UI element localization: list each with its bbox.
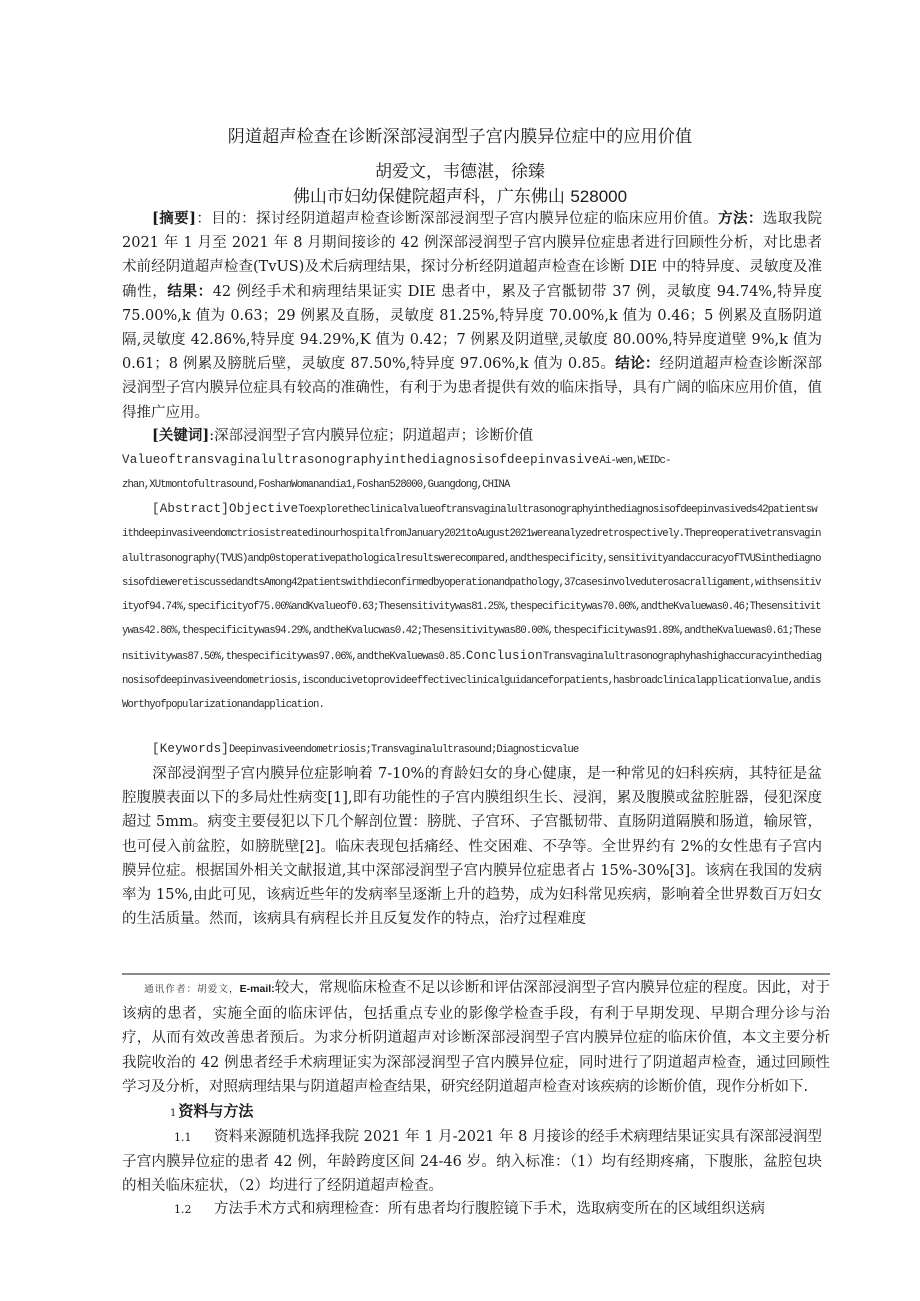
keywords-en-label: [Keywords] [152, 742, 230, 756]
affiliation-text: 佛山市妇幼保健院超声科，广东佛山 [292, 187, 565, 207]
english-title-authors: Ai-wen,WEIDc- [599, 455, 671, 467]
author-list: 胡爱文，韦德湛，徐臻 [375, 162, 545, 182]
email-label: E-mail [239, 983, 272, 995]
continuation-text: 较大，常规临床检查不足以诊断和评估深部浸润型子宫内膜异位症的程度。因此，对于该病的患者，实施全面的临床评估，包括重点专业的影像学检查手段，有利于早期发现、早期合理分诊与治疗，从而有效改善患者预后。为求分析阴道超声对诊断深部浸润型子宫内膜异位症的临床价值，本文主要分析我院收治的 42 例患者经手术病理证实为深部浸润型子宫内膜异位症，同时进行了阴道超声检查，通过回顾性学习及分析，对照病理结果与阴道超声检查结果，研究经阴道超声检查对该疾病的诊断价值，现作分析如下. [122, 980, 830, 1095]
objective-label: 目的： [211, 211, 256, 227]
english-affiliation: zhan,XUtmontofultrasound,FoshanWomanandia1,Foshan528000,Guangdong,CHINA [122, 479, 510, 492]
intro-text: 深部浸润型子宫内膜异位症影响着 7-10%的育龄妇女的身心健康，是一种常见的妇科疾病，其特征是盆腔腹膜表面以下的多局灶性病变[1],即有功能性的子宫内膜组织生长、浸润，累及腹膜或盆腔脏器，侵犯深度超过 5mm。病变主要侵犯以下几个解剖位置：膀胱、子宫环、子宫骶韧带、直肠阴道隔膜和肠道，输尿管，也可侵入前盆腔，如膀胱壁[2]。临床表现包括痛经、性交困难、不孕等。全世界约有 2%的女性患有子宫内膜异位症。根据国外相关文献报道,其中深部浸润型子宫内膜异位症患者占 15%-30%[3]。该病在我国的发病率为 15%,由此可见，该病近些年的发病率呈逐渐上升的趋势，成为妇科常见疾病，影响着全世界数百万妇女的生活质量。然而，该病具有病程长并且反复发作的特点，治疗过程难度 [122, 766, 822, 928]
subsection-text: 资料来源随机选择我院 2021 年 1 月-2021 年 8 月接诊的经手术病理结果证实具有深部浸润型子宫内膜异位症的患者 42 例，年龄跨度区间 24-46 岁。纳入标准：（1）均有经期疼痛，下腹胀，盆腔包块的相关临床症状，（2）均进行了经阴道超声检查。 [122, 1129, 822, 1195]
subsection-text: 方法手术方式和病理检查：所有患者均行腹腔镜下手术，选取病变所在的区域组织送病 [214, 1201, 765, 1217]
intro-paragraph [122, 762, 822, 931]
section-number: 1 [170, 1108, 177, 1119]
subsection-1-1 [122, 1125, 822, 1199]
section-title: 资料与方法 [178, 1102, 254, 1120]
method-label: 方法： [718, 210, 763, 227]
footnote-continuation: 通讯作者：胡爱文，E-mail:较大，常规临床检查不足以诊断和评估深部浸润型子宫内膜异位症的程度。因此，对于该病的患者，实施全面的临床评估，包括重点专业的影像学检查手段，有利于早期发现、早期合理分诊与治疗，从而有效改善患者预后。为求分析阴道超声对诊断深部浸润型子宫内膜异位症的临床价值，本文主要分析我院收治的 42 例患者经手术病理证实为深部浸润型子宫内膜异位症，同时进行了阴道超声检查，通过回顾性学习及分析，对照病理结果与阴道超声检查结果，研究经阴道超声检查对该疾病的诊断价值，现作分析如下. [122, 980, 830, 1095]
english-keywords [122, 737, 822, 762]
postcode: 528000 [570, 187, 628, 206]
subsection-1-2 [122, 1197, 822, 1222]
objective-en-label: Objective [229, 502, 299, 516]
method-text: 选取我院 2021 年 1 月至 2021 年 8 月期间接诊的 42 例深部浸润型子宫内膜异位症患者进行回顾性分析，对比患者术前经阴道超声检查(TvUS)及术后病理结果，探讨分析经阴道超声检查在诊断 DIE 中的特异度、灵敏度及准确性， [122, 211, 823, 300]
subsection-number: 1.1 [174, 1131, 192, 1144]
result-label: 结果： [167, 282, 213, 300]
subsection-number: 1.2 [174, 1203, 192, 1216]
english-title [122, 448, 822, 498]
conclusion-text: 经阴道超声检查诊断深部浸润型子宫内膜异位症具有较高的准确性，有利于为患者提供有效的临床指导，具有广阔的临床应用价值，值得推广应用。 [122, 356, 823, 421]
chinese-keywords [122, 424, 533, 445]
chinese-abstract: [摘要]：目的：探讨经阴道超声检查诊断深部浸润型子宫内膜异位症的临床应用价值。方法：选取我院 2021 年 1 月至 2021 年 8 月期间接诊的 42 例深部浸润型子宫内膜异位症患者进行回顾性分析，对比患者术前经阴道超声检查(TvUS)及术后病理结果，探讨分析经阴道超声检查在诊断 DIE 中的特异度、灵敏度及准确性，结果：42 例经手术和病理结果证实 DIE 患者中，累及子宫骶韧带 37 例，灵敏度 94.74%,特异度 75.00%,k 值为 0.63；29 例累及直肠，灵敏度 81.25%,特异度 70.00%,k 值为 0.46；5 例累及直肠阴道隔,灵敏度 42.86%,特异度 94.29%,K 值为 0.42；7 例累及阴道壁,灵敏度 80.00%,特异度道壁 9%,k 值为 0.61；8 例累及膀胱后壁，灵敏度 87.50%,特异度 97.06%,k 值为 0.85。结论：经阴道超声检查诊断深部浸润型子宫内膜异位症具有较高的准确性，有利于为患者提供有效的临床指导，具有广阔的临床应用价值，值得推广应用。 [122, 210, 823, 421]
result-text: 42 例经手术和病理结果证实 DIE 患者中，累及子宫骶韧带 37 例，灵敏度 94.74%,特异度 75.00%,k 值为 0.63；29 例累及直肠，灵敏度 81.25%,特异度 70.00%,k 值为 0.46；5 例累及直肠阴道隔,灵敏度 42.86%,特异度 94.29%,K 值为 0.42；7 例累及阴道壁,灵敏度 80.00%,特异度道壁 9%,k 值为 0.61；8 例累及膀胱后壁，灵敏度 87.50%,特异度 97.06%,k 值为 0.85。 [122, 283, 823, 373]
english-abstract [122, 497, 822, 718]
keywords-label: [关键词] [152, 427, 210, 444]
conclusion-en-label: Conclusion [465, 648, 543, 663]
abstract-en-label: [Abstract] [152, 502, 230, 516]
footnote-divider [122, 973, 830, 975]
affiliation [0, 182, 920, 207]
english-title-main: Valueoftransvaginalultrasonographyinthediagnosisofdeepinvasive [122, 453, 600, 467]
section-heading [170, 1100, 253, 1121]
conclusion-en-text: Transvaginalultrasonographyhashighaccuracyinthediagnosisofdeepinvasiveendometriosis,isconducivetoprovideeffectiveclinicalguidanceforpatients,hasbroadclinicalapplicationvalue,andisWorthyofpopularizationandapplication. [122, 650, 822, 712]
objective-text: 探讨经阴道超声检查诊断深部浸润型子宫内膜异位症的临床应用价值。 [255, 211, 719, 227]
paper-title: 阴道超声检查在诊断深部浸润型子宫内膜异位症中的应用价值 [227, 127, 693, 147]
abstract-label: [摘要] [152, 210, 196, 227]
corresponding-author: 通讯作者：胡爱文， [144, 984, 240, 995]
keywords-en-text: Deepinvasiveendometriosis;Transvaginalultrasound;Diagnosticvalue [229, 744, 579, 756]
conclusion-label: 结论： [615, 355, 660, 373]
objective-en-text: Toexploretheclinicalvalueoftransvaginalultrasonographyinthediagnosisofdeepinvasiveds42patientswithdeepinvasiveendomctriosistreatedinourhospitalfromJanuary2021toAugust2021wereanalyzedretrospectively.Thepreoperativetransvaginalultrasonography(TVUS)andp0stoperativepathologicalresultswerecompared,andthespecificity,sensitivityandaccuracyofTVUSinthediagnosisofdieweretiscussedandtsAmong42patientswithdieconfirmedbyoperationandpathology,37casesinvolveduterosacralligament,withsensitivityof94.74%,specificityof75.00%andKvalueof0.63;Thesensitivitywas81.25%,thespecificitywas70.00%,andtheKvaluewas0.46;Thesensitivitywas42.86%,thespecificitywas94.29%,andtheKvalucwas0.42;Thesensitivitywas80.00%,thespecificitywas91.89%,andtheKvaluewas0.61;Thesensitivitywas87.50%,thespecificitywas97.06%,andtheKvaluewas0.85. [122, 504, 821, 663]
keywords-text: :深部浸润型子宫内膜异位症；阴道超声；诊断价值 [209, 428, 534, 444]
